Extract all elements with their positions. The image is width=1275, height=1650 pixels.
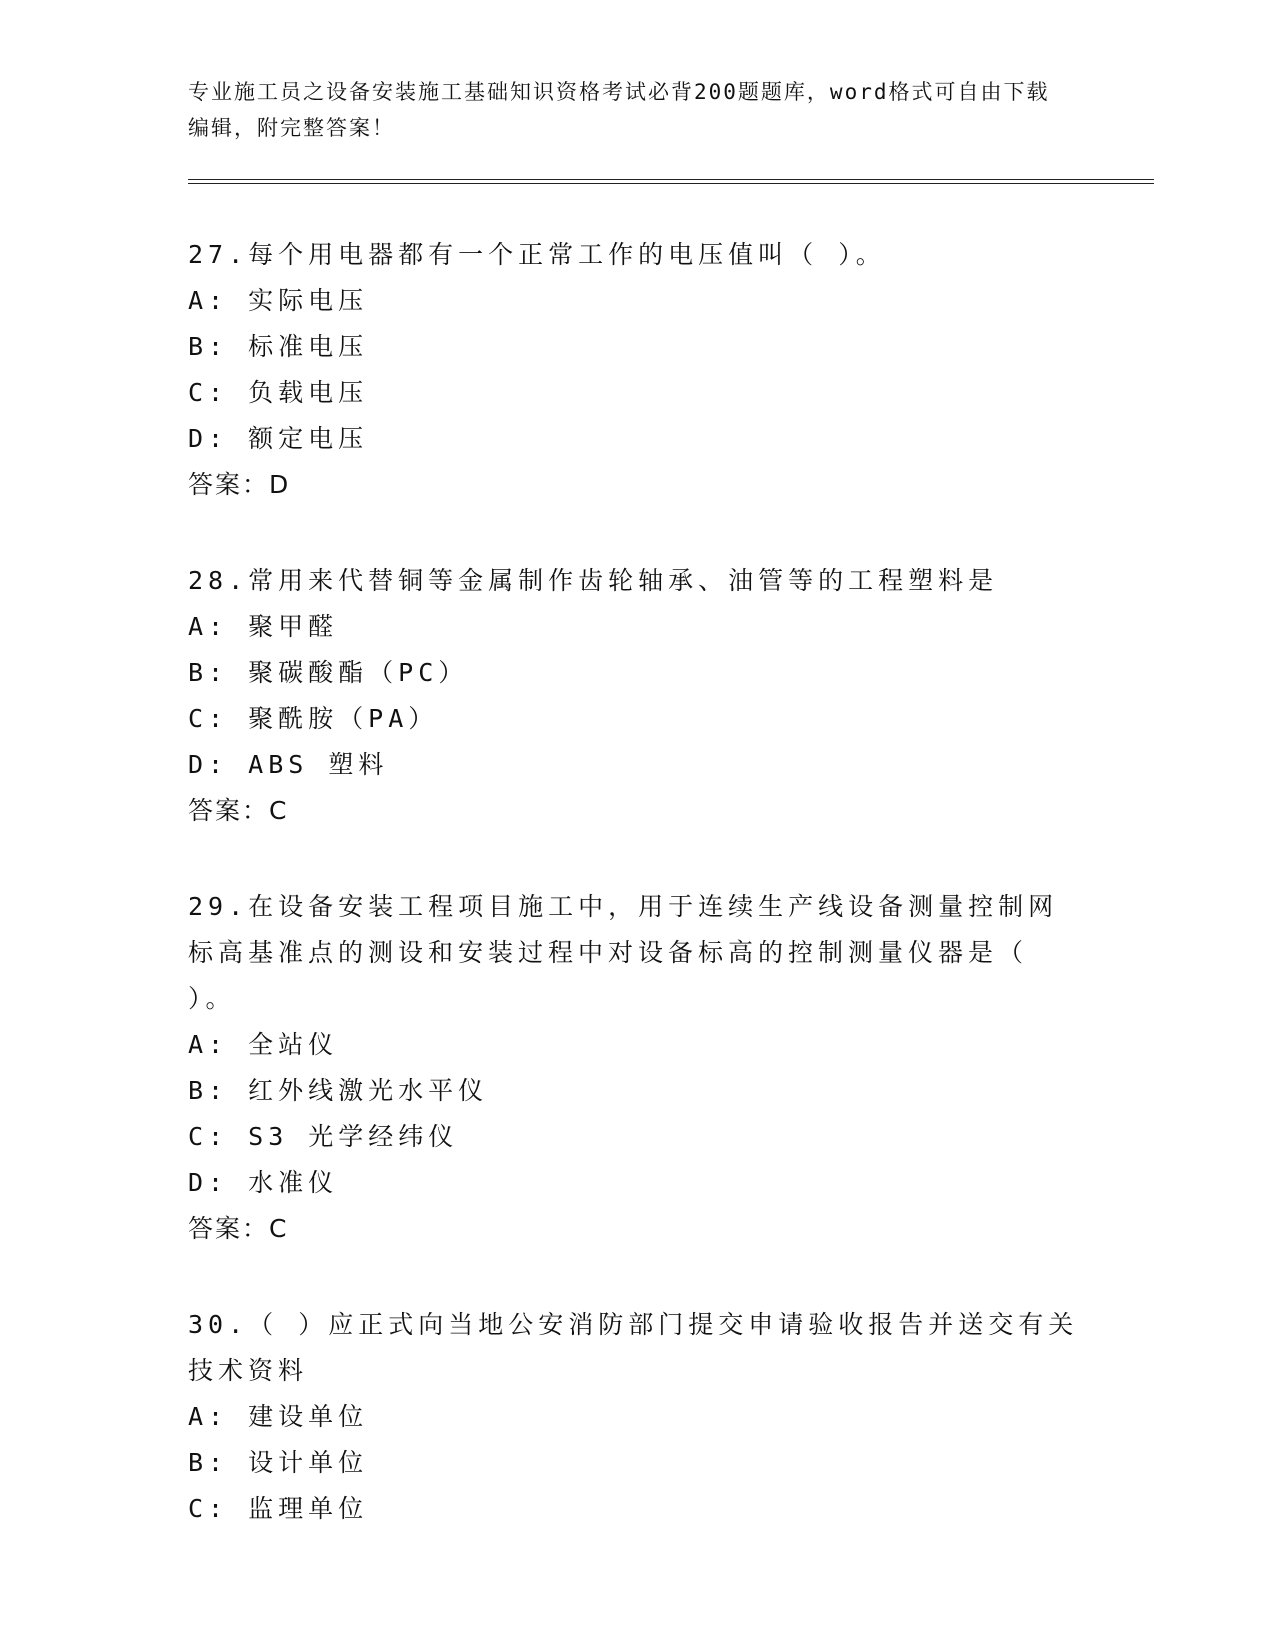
question-27: [188, 232, 1088, 508]
option-a: A: 聚甲醛: [188, 612, 339, 641]
option-a: A: 实际电压: [188, 286, 369, 315]
option-c: C: 监理单位: [188, 1494, 369, 1523]
answer-line: 答案：C: [188, 796, 289, 825]
document-header: 专业施工员之设备安装施工基础知识资格考试必背200题题库，word格式可自由下载编辑，附完整答案！: [188, 80, 1050, 140]
option-b: B: 设计单位: [188, 1448, 369, 1477]
question-30: [188, 1302, 1088, 1532]
question-list: [188, 232, 1088, 1582]
question-stem: 28.常用来代替铜等金属制作齿轮轴承、油管等的工程塑料是: [188, 566, 999, 595]
option-c: C: 负载电压: [188, 378, 369, 407]
option-b: B: 红外线激光水平仪: [188, 1076, 489, 1105]
option-d: D: ABS 塑料: [188, 750, 389, 779]
header-divider: [188, 179, 1154, 184]
option-a: A: 全站仪: [188, 1030, 339, 1059]
option-c: C: S3 光学经纬仪: [188, 1122, 459, 1151]
option-b: B: 标准电压: [188, 332, 369, 361]
question-stem: 29.在设备安装工程项目施工中，用于连续生产线设备测量控制网标高基准点的测设和安装过程中对设备标高的控制测量仪器是（ ）。: [188, 892, 1059, 1013]
question-stem: 27.每个用电器都有一个正常工作的电压值叫（ ）。: [188, 240, 886, 269]
answer-line: 答案：C: [188, 1214, 289, 1243]
question-28: [188, 558, 1088, 834]
option-c: C: 聚酰胺（PA）: [188, 704, 439, 733]
option-b: B: 聚碳酸酯（PC）: [188, 658, 469, 687]
option-d: D: 水准仪: [188, 1168, 339, 1197]
answer-line: 答案：D: [188, 470, 291, 499]
question-stem: 30.（ ）应正式向当地公安消防部门提交申请验收报告并送交有关技术资料: [188, 1310, 1079, 1385]
question-29: [188, 884, 1088, 1252]
option-d: D: 额定电压: [188, 424, 369, 453]
option-a: A: 建设单位: [188, 1402, 369, 1431]
